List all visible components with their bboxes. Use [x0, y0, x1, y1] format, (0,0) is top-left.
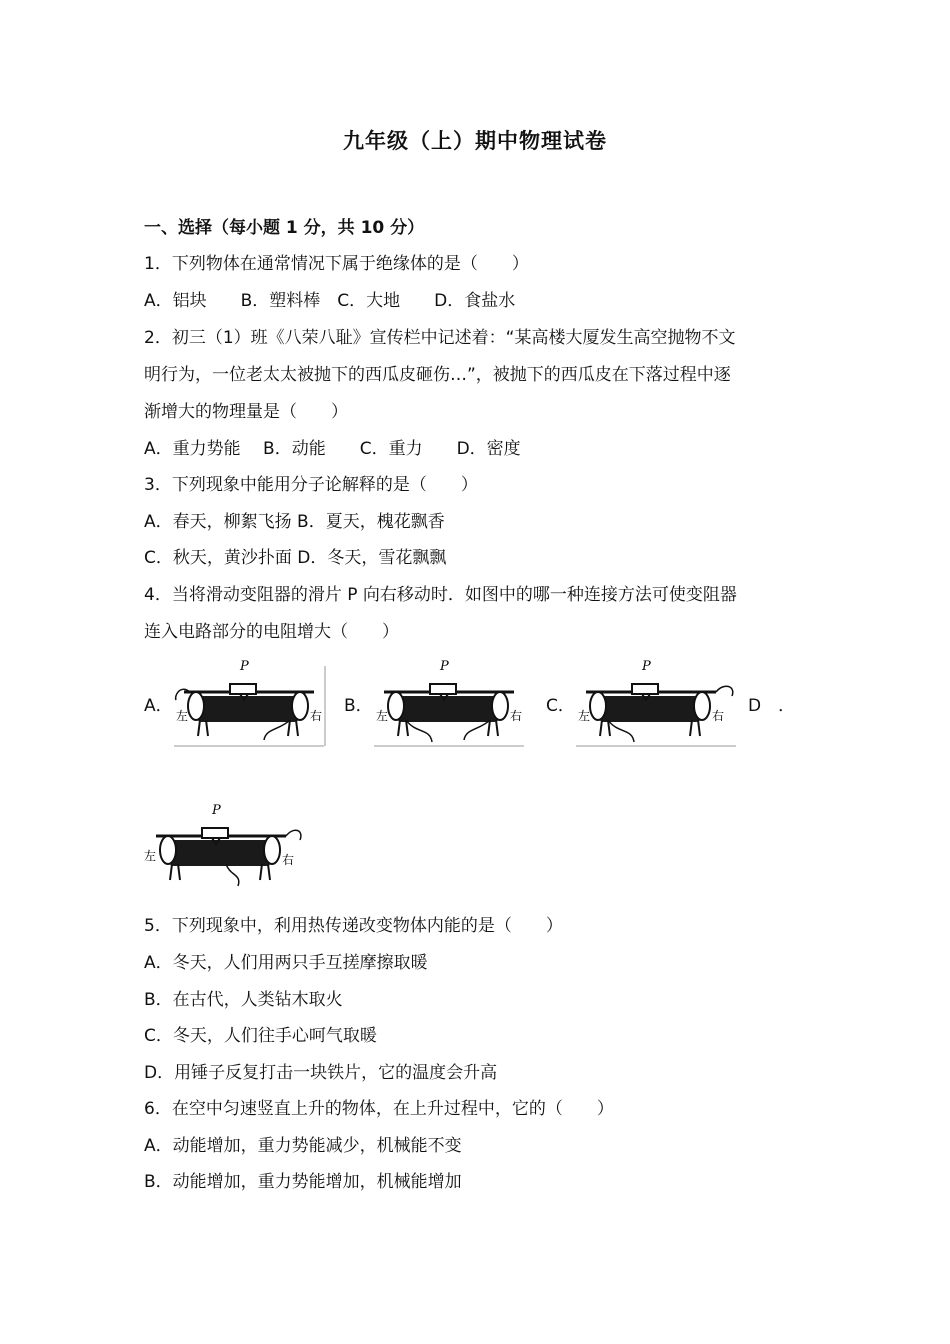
- q2-options: A．重力势能 B．动能 C．重力 D．密度: [144, 439, 521, 459]
- rheostat-figure-c: [572, 656, 740, 748]
- left-end-label: 左: [376, 709, 389, 723]
- q4-stem-line1: 4．当将滑动变阻器的滑片 P 向右移动时．如图中的哪一种连接方法可使变阻器: [144, 585, 737, 605]
- section-heading-choice: 一、选择（每小题 1 分，共 10 分）: [144, 218, 425, 238]
- left-end-label: 左: [176, 709, 189, 723]
- q4-stem-line2: 连入电路部分的电阻增大（ ）: [144, 622, 399, 642]
- q2-stem-line3: 渐增大的物理量是（ ）: [144, 402, 348, 422]
- rheostat-figure-d: [142, 800, 306, 892]
- q2-stem-line1: 2．初三（1）班《八荣八耻》宣传栏中记述着：“某高楼大厦发生高空抛物不文: [144, 328, 736, 348]
- rheostat-figure-a: [170, 656, 330, 748]
- q5-option-d: D．用锤子反复打击一块铁片，它的温度会升高: [144, 1063, 498, 1083]
- slider-p-label: P: [212, 803, 221, 818]
- q1-stem: 1．下列物体在通常情况下属于绝缘体的是（ ）: [144, 254, 529, 274]
- right-end-label: 右: [712, 709, 725, 723]
- rheostat-figure-b: [370, 656, 530, 748]
- q6-option-a: A．动能增加，重力势能减少，机械能不变: [144, 1136, 462, 1156]
- q6-stem: 6．在空中匀速竖直上升的物体，在上升过程中，它的（ ）: [144, 1099, 614, 1119]
- slider-p-label: P: [642, 659, 651, 674]
- slider-p-label: P: [440, 659, 449, 674]
- right-end-label: 右: [310, 709, 323, 723]
- q4-option-d-label: D ．: [748, 696, 796, 716]
- q2-stem-line2: 明行为，一位老太太被抛下的西瓜皮砸伤…”，被抛下的西瓜皮在下落过程中逐: [144, 365, 731, 385]
- right-end-label: 右: [510, 709, 523, 723]
- q5-option-b: B．在古代，人类钻木取火: [144, 990, 343, 1010]
- page-title: 九年级（上）期中物理试卷: [343, 129, 607, 153]
- right-end-label: 右: [282, 853, 295, 867]
- q3-options-cd: C．秋天，黄沙扑面 D．冬天，雪花飘飘: [144, 548, 447, 568]
- q5-option-c: C．冬天，人们往手心呵气取暖: [144, 1026, 377, 1046]
- q3-stem: 3．下列现象中能用分子论解释的是（ ）: [144, 475, 478, 495]
- q5-option-a: A．冬天，人们用两只手互搓摩擦取暖: [144, 953, 428, 973]
- left-end-label: 左: [144, 849, 157, 863]
- q5-stem: 5．下列现象中，利用热传递改变物体内能的是（ ）: [144, 916, 563, 936]
- q1-options: A．铝块 B．塑料棒 C．大地 D．食盐水: [144, 291, 516, 311]
- q4-option-c-label: C．: [546, 696, 575, 716]
- left-end-label: 左: [578, 709, 591, 723]
- q6-option-b: B．动能增加，重力势能增加，机械能增加: [144, 1172, 462, 1192]
- q4-option-b-label: B．: [344, 696, 373, 716]
- slider-p-label: P: [240, 659, 249, 674]
- q4-option-a-label: A．: [144, 696, 173, 716]
- q3-options-ab: A．春天，柳絮飞扬 B．夏天，槐花飘香: [144, 512, 445, 532]
